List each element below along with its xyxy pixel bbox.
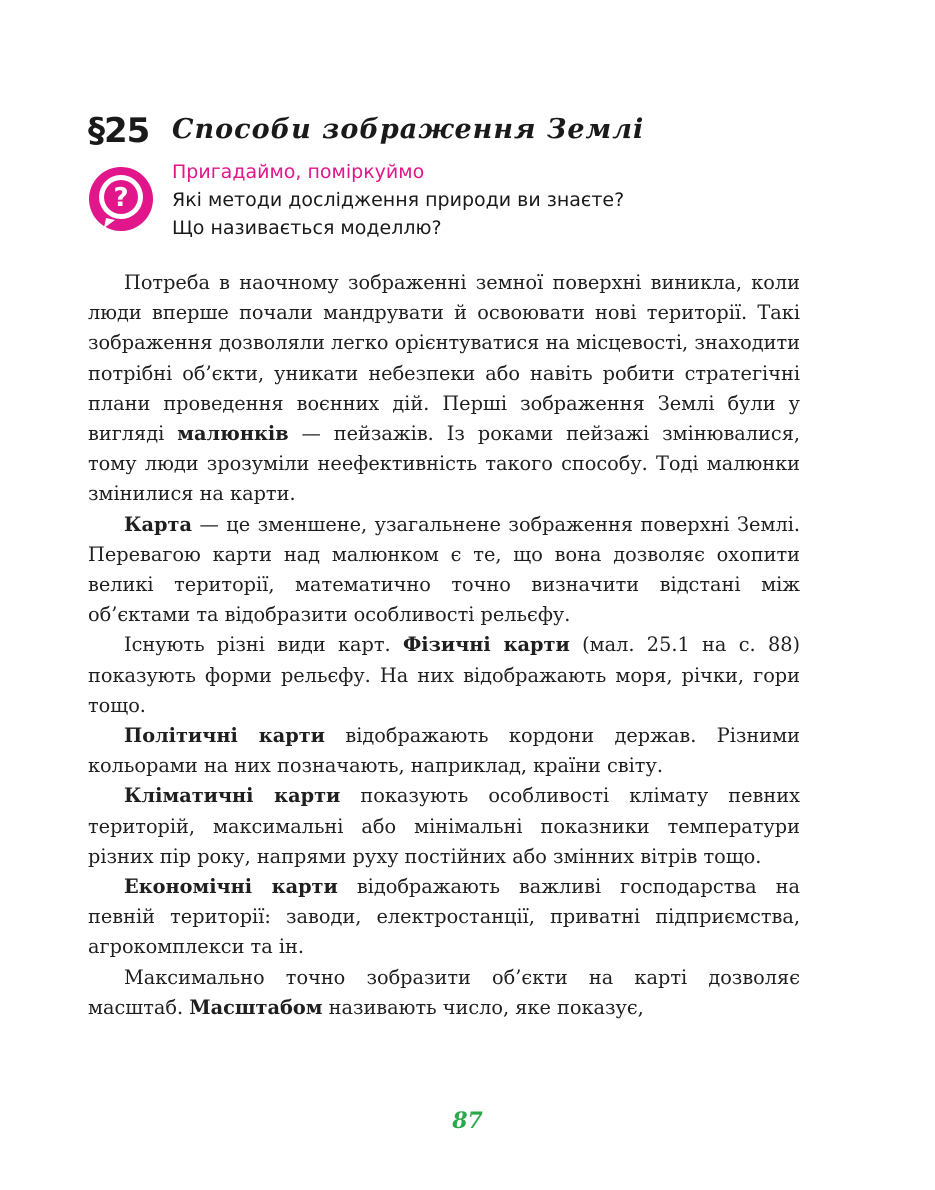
bold-term: Карта <box>124 512 192 536</box>
bold-term: Політичні карти <box>124 724 325 748</box>
text-run: відображають кордони держав. Різними кольорами на них позначають, наприклад, країни світу. <box>88 724 800 778</box>
bold-term: Фізичні карти <box>402 633 570 657</box>
bold-term: Кліматичні карти <box>124 784 341 808</box>
svg-text:?: ? <box>113 183 129 213</box>
text-run: називають число, яке показує, <box>322 995 644 1019</box>
text-run: Потреба в наочному зображенні земної поверхні виникла, коли люди вперше почали мандрувати й освоювати нові території. Такі зображення дозволяли легко орієнтуватися на місцевості, знаходити потрібні об’єкти, уникати небезпеки або навіть робити стратегічні плани проведення воєнних дій. Перші зображення Землі були у вигляді <box>88 271 800 446</box>
text-run: показують особливості клімату певних територій, максимальні або мінімальні показники температури різних пір року, напрями руху постійних або змінних вітрів тощо. <box>88 784 800 868</box>
recall-question: Які методи дослідження природи ви знаєте? <box>172 189 625 211</box>
text-run: (мал. 25.1 на с. 88) показують форми рельєфу. На них відображають моря, річки, гори тощо. <box>88 633 801 717</box>
body-paragraph <box>88 630 800 721</box>
recall-heading: Пригадаймо, поміркуймо <box>172 161 425 183</box>
question-mark-icon <box>88 166 154 232</box>
section-number: §25 <box>88 111 150 151</box>
bold-term: Масштабом <box>189 995 323 1019</box>
bold-term: малюнків <box>177 422 289 446</box>
body-paragraph <box>88 268 800 510</box>
body-paragraph <box>88 721 800 781</box>
page-number: 87 <box>452 1108 483 1134</box>
body-paragraph <box>88 872 800 963</box>
text-run: — пейзажів. Із роками пейзажі змінювалися, тому люди зрозуміли неефективність такого способу. Тоді малюнки змінилися на карти. <box>88 422 800 506</box>
body-paragraph <box>88 963 800 1023</box>
text-run: Максимально точно зобразити об’єкти на карті дозволяє масштаб. <box>88 965 800 1019</box>
text-run: — це зменшене, узагальнене зображення поверхні Землі. Перевагою карти над малюнком є те, що вона дозволяє охопити великі території, математично точно визначити відстані між об’єктами та відобразити особливості рельєфу. <box>88 512 800 627</box>
main-text <box>88 268 800 1023</box>
bold-term: Економічні карти <box>124 875 338 899</box>
text-run: Існують різні види карт. <box>124 633 403 657</box>
recall-block <box>88 158 848 248</box>
recall-question: Що називається моделлю? <box>172 217 442 239</box>
text-run: відображають важливі господарства на певній території: заводи, електростанції, приватні підприємства, агрокомплекси та ін. <box>88 875 800 959</box>
body-paragraph <box>88 781 800 872</box>
section-header <box>88 108 848 158</box>
body-paragraph <box>88 510 800 631</box>
section-title: Способи зображення Землі <box>172 114 645 145</box>
